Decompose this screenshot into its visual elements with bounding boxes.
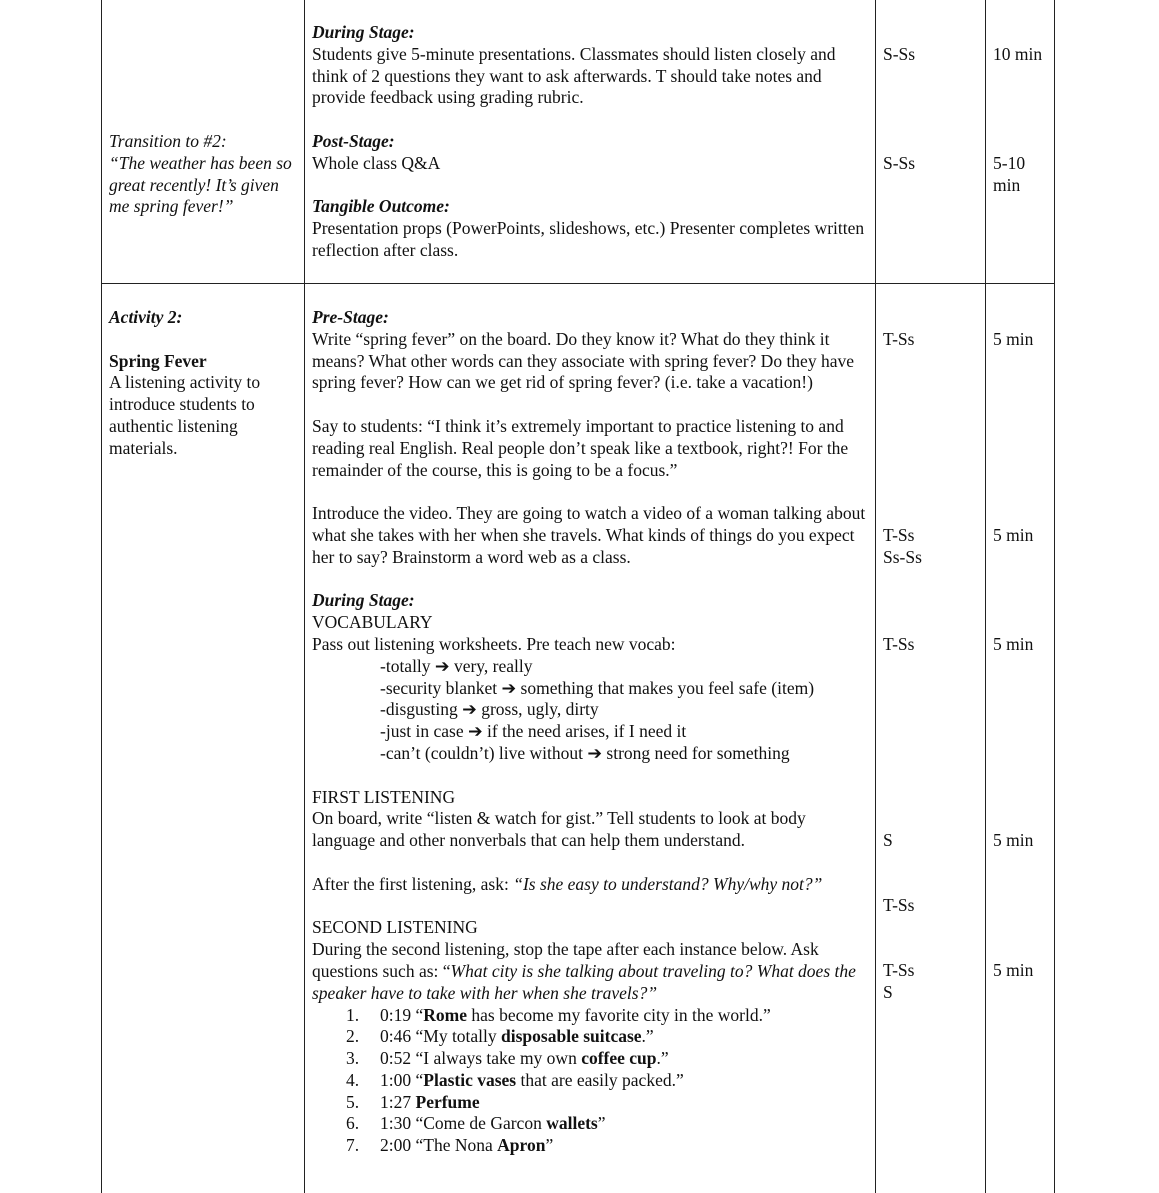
interaction-during: S-Ss: [883, 44, 916, 64]
list-item: [312, 1070, 870, 1092]
pre-stage-para1: Write “spring fever” on the board. Do they know it? What do they think it means? What other words can they associate with spring fever? Do they have spring fever? How can we get rid of spring fever? (i.e. take a vacation!): [312, 328, 854, 393]
clip-keyword: Plastic vases: [423, 1069, 517, 1090]
vocabulary-title: VOCABULARY: [312, 612, 433, 633]
clip-text-end: ”: [597, 1113, 606, 1134]
during-stage-text: Students give 5-minute presentations. Classmates should listen closely and think of 2 questions they want to ask afterwards. T should take notes and provide feedback using grading rubric.: [312, 43, 836, 108]
transition-label: Transition to #2:: [109, 131, 227, 151]
after-first-listening-text: After the first listening, ask:: [312, 873, 509, 894]
clip-text-end: has become my favorite city in the world.”: [467, 1004, 771, 1025]
list-item: [312, 1048, 870, 1070]
transition-quote: “The weather has been so great recently! It’s given me spring fever!”: [109, 152, 292, 217]
activity-title: Spring Fever: [109, 350, 207, 371]
vocab-item: -can’t (couldn’t) live without ➔ strong need for something: [380, 742, 790, 763]
time-pre-3: 5 min: [993, 525, 1034, 545]
clip-text: 0:46 “My totally: [380, 1026, 502, 1047]
clip-text: 0:52 “I always take my own: [380, 1048, 582, 1069]
interaction-second-a: T-Ss: [883, 960, 915, 980]
interaction-first: S: [883, 830, 893, 850]
time-post: 5-10 min: [993, 153, 1026, 195]
time-during: 10 min: [993, 44, 1043, 64]
interaction-second-b: S: [883, 981, 893, 1002]
clip-number: 1.: [346, 1004, 360, 1025]
after-first-listening: [312, 874, 870, 896]
clip-text: 2:00 “The Nona: [380, 1135, 498, 1156]
list-item: [312, 1026, 870, 1048]
pre-stage-heading: Pre-Stage:: [312, 307, 389, 327]
during-stage-heading-2: During Stage:: [312, 590, 415, 611]
first-listening-text: On board, write “listen & watch for gist.” Tell students to look at body language and other nonverbals that can help them understand.: [312, 808, 806, 851]
clip-text-end: .”: [641, 1026, 654, 1047]
row2-procedure: [312, 307, 870, 1157]
second-listening-title: SECOND LISTENING: [312, 917, 478, 938]
row-divider: [101, 283, 1055, 284]
clip-keyword: Apron: [497, 1135, 546, 1156]
transition-cell: [109, 131, 297, 218]
interaction-pre-3a: T-Ss: [883, 525, 915, 545]
table-border-col4: [985, 0, 986, 1193]
table-border-col2: [304, 0, 305, 1193]
clip-text-end: ”: [545, 1135, 554, 1156]
clip-text: 1:27: [380, 1091, 416, 1112]
time-first: 5 min: [993, 830, 1034, 850]
list-item: [312, 1113, 870, 1135]
time-second: 5 min: [993, 960, 1034, 980]
activity-label: Activity 2:: [109, 307, 183, 327]
interaction-vocab: T-Ss: [883, 634, 915, 654]
clip-number: 3.: [346, 1048, 360, 1069]
table-border-left: [101, 0, 102, 1193]
second-listening-instructions: During the second listening, stop the tape after each instance below. Ask questions such as: “: [312, 939, 819, 981]
tangible-outcome-heading: Tangible Outcome:: [312, 196, 450, 217]
interaction-pre-1: T-Ss: [883, 329, 915, 349]
after-first-listening-question: “Is she easy to understand? Why/why not?”: [513, 873, 823, 894]
row1-procedure: [312, 22, 870, 262]
clip-keyword: Rome: [423, 1004, 467, 1025]
second-listening-questions: What city is she talking about traveling to? What does the speaker have to take with her when she travels?”: [312, 960, 856, 1003]
clip-text-end: that are easily packed.”: [516, 1069, 684, 1090]
clip-text: 0:19 “: [380, 1004, 424, 1025]
table-border-col3: [875, 0, 876, 1193]
post-stage-heading: Post-Stage:: [312, 130, 395, 151]
clip-list: [312, 1005, 870, 1158]
clip-number: 2.: [346, 1026, 360, 1047]
vocabulary-intro: Pass out listening worksheets. Pre teach new vocab:: [312, 633, 676, 654]
vocab-item: -totally ➔ very, really: [380, 655, 533, 676]
clip-text-end: .”: [656, 1048, 669, 1069]
activity-description: A listening activity to introduce students to authentic listening materials.: [109, 372, 261, 458]
interaction-post: S-Ss: [883, 153, 916, 173]
during-stage-heading: During Stage:: [312, 22, 415, 42]
vocab-item: -disgusting ➔ gross, ugly, dirty: [380, 699, 599, 720]
time-vocab: 5 min: [993, 634, 1034, 654]
second-listening-text: [312, 939, 870, 1004]
tangible-outcome-text: Presentation props (PowerPoints, slideshows, etc.) Presenter completes written reflection after class.: [312, 218, 865, 260]
clip-number: 5.: [346, 1091, 360, 1112]
clip-keyword: Perfume: [415, 1091, 480, 1112]
post-stage-text: Whole class Q&A: [312, 152, 441, 173]
clip-number: 4.: [346, 1069, 360, 1090]
clip-keyword: wallets: [546, 1113, 598, 1134]
time-pre-1: 5 min: [993, 329, 1034, 349]
vocab-item: -security blanket ➔ something that makes you feel safe (item): [380, 677, 815, 698]
interaction-after: T-Ss: [883, 895, 915, 915]
list-item: [312, 1092, 870, 1114]
list-item: [312, 1005, 870, 1027]
vocab-item: -just in case ➔ if the need arises, if I need it: [380, 721, 687, 742]
first-listening-title: FIRST LISTENING: [312, 786, 456, 807]
interaction-pre-3b: Ss-Ss: [883, 546, 922, 567]
clip-keyword: coffee cup: [581, 1048, 657, 1069]
clip-text: 1:30 “Come de Garcon: [380, 1113, 547, 1134]
clip-number: 6.: [346, 1113, 360, 1134]
pre-stage-para2: Say to students: “I think it’s extremely important to practice listening to and reading real English. Real people don’t speak like a textbook, right?! For the remainder of the course, this is going to be a focus.”: [312, 415, 849, 480]
list-item: [312, 1135, 870, 1157]
activity-cell: [109, 307, 297, 460]
interaction-second: [883, 960, 914, 1004]
pre-stage-para3: Introduce the video. They are going to watch a video of a woman talking about what she takes with her when she travels. What kinds of things do you expect her to say? Brainstorm a word web as a class.: [312, 503, 866, 567]
clip-number: 7.: [346, 1135, 360, 1156]
clip-text: 1:00 “: [380, 1069, 424, 1090]
clip-keyword: disposable suitcase: [501, 1026, 642, 1047]
interaction-pre-3: [883, 525, 922, 569]
table-border-right: [1054, 0, 1055, 1193]
